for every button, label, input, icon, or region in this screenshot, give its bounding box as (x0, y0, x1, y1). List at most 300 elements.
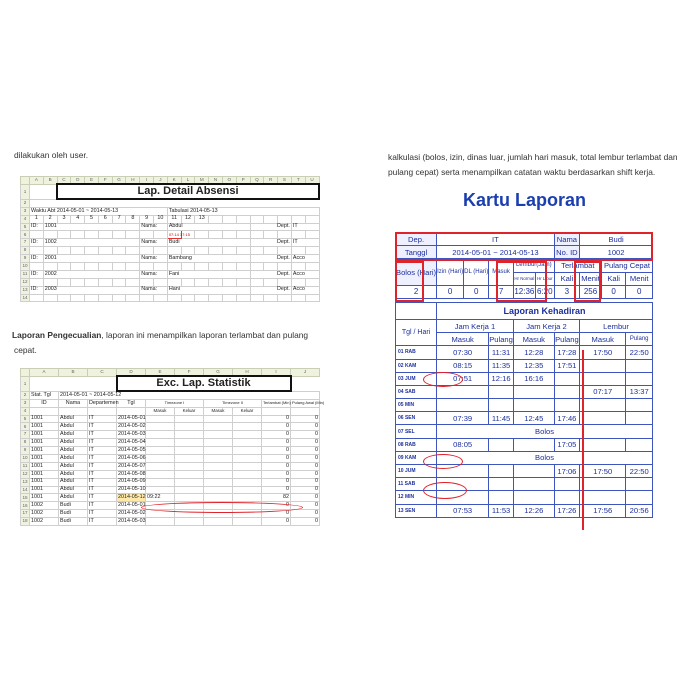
day-number: 10 (154, 215, 168, 223)
table-cell: Abdul (59, 486, 88, 494)
time-cell: 16:16 (513, 372, 554, 385)
nama-label: Nama: (140, 223, 168, 231)
table-cell: IT (88, 455, 117, 463)
tanggal-label: Tanggl (396, 246, 437, 259)
table-header: Tgl (117, 399, 146, 407)
time-cell (489, 385, 514, 398)
time-cell (437, 385, 489, 398)
time-cell: 07:14 17:15 (168, 231, 190, 237)
employee-dept: Acco (291, 255, 319, 263)
employee-name: Abdul (167, 223, 250, 231)
table-cell: 2014-05-06 (118, 454, 146, 461)
summary-value: 0 (464, 285, 489, 298)
day-number: 9 (140, 215, 154, 223)
table-cell (233, 470, 262, 478)
day-row (396, 438, 653, 451)
table-cell: 0 (291, 486, 320, 494)
time-cell (437, 465, 489, 478)
time-cell: 22:50 (626, 465, 653, 478)
employee-dept: Acco (291, 270, 319, 278)
table-cell: Abdul (59, 455, 88, 463)
column-header-row (21, 369, 320, 377)
table-subheader: Keluar (233, 407, 262, 415)
table-subheader: Keluar (175, 407, 204, 415)
column-letter: O (222, 177, 236, 185)
employee-name: Budi (167, 239, 250, 247)
table-row: 5 1001 Abdul IT 2014-05-01 0 0 (21, 415, 320, 423)
table-cell: 2014-05-01 (118, 502, 146, 509)
table-cell: 0 (291, 415, 320, 423)
table-cell (146, 518, 175, 526)
employee-row: 5 ID: 1001 Nama: Abdul Dept. IT (21, 223, 320, 231)
day-row (396, 385, 653, 398)
day-row (396, 412, 653, 425)
table-cell (204, 455, 233, 463)
table-header: Departemen (89, 399, 119, 406)
time-cell (554, 385, 579, 398)
time-cell: 13:37 (626, 385, 653, 398)
column-letter: F (98, 177, 112, 185)
table-cell: 0 (262, 478, 291, 486)
employee-row: 7 ID: 1002 Nama: Budi Dept. IT (21, 239, 320, 247)
nama-label: Nama: (140, 239, 168, 247)
time-row: 10 (21, 263, 320, 271)
time-cell: 07:30 (437, 346, 489, 359)
table-cell: 0 (291, 494, 320, 502)
time-cell (626, 491, 653, 504)
table-cell: IT (88, 431, 117, 439)
time-cell (626, 399, 653, 412)
table-cell: Abdul (59, 447, 88, 455)
column-letter: G (112, 177, 126, 185)
table-row: 17 1002 Budi IT 2014-05-02 0 0 (22, 509, 318, 516)
table-cell: IT (88, 462, 117, 470)
table-cell (175, 431, 204, 439)
range-row: 2 Stat. Tgl 2014-05-01 ~ 2014-05-12 (21, 391, 320, 399)
table-cell: 2014-05-02 (118, 509, 146, 516)
sheet-title: Exc. Lap. Statistik (117, 376, 291, 391)
time-cell (489, 399, 514, 412)
table-cell (146, 502, 175, 510)
time-cell (626, 478, 653, 491)
noid-label: No. ID (554, 246, 579, 259)
column-letter: E (146, 369, 175, 377)
table-cell (233, 486, 262, 494)
table-cell: IT (88, 470, 117, 478)
time-cell (437, 478, 489, 491)
table-cell (175, 494, 204, 502)
employee-id: 1002 (43, 239, 139, 247)
table-cell (175, 423, 204, 431)
column-letter: I (140, 177, 154, 185)
table-cell (233, 494, 262, 502)
bolos-header: Bolos (Hari) (396, 259, 437, 285)
day-number: 1 (30, 215, 44, 223)
time-cell: 22:50 (626, 346, 653, 359)
day-number: 2 (43, 215, 57, 223)
tanggal-row (396, 246, 653, 259)
time-cell (513, 491, 554, 504)
table-cell: Abdul (59, 439, 88, 447)
day-label: 04 SAB (396, 385, 437, 398)
table-header: Pulang Awal (Min) (292, 400, 325, 406)
table-header: Timezone II (204, 399, 262, 407)
dep-row (396, 233, 653, 246)
id-label: ID: (30, 270, 44, 278)
nama-label: Nama (554, 233, 579, 246)
tgl-header: Tgl / Hari (396, 319, 437, 345)
table-cell (146, 478, 175, 486)
lembur-header: Lembur(Jam) (513, 259, 554, 272)
day-label: 09 KAM (396, 451, 437, 464)
table-cell: 0 (291, 478, 320, 486)
time-cell (489, 465, 514, 478)
employee-dept: Acco (291, 286, 319, 294)
table-cell (204, 510, 233, 518)
table-cell: IT (88, 439, 117, 447)
time-cell (489, 478, 514, 491)
time-cell: 17:51 (554, 359, 579, 372)
time-cell (554, 478, 579, 491)
time-cell: 07:51 (437, 372, 489, 385)
summary-value: 0 (626, 285, 653, 298)
table-cell: 2014-05-03 (118, 431, 146, 438)
kartu-title: Kartu Laporan (462, 190, 586, 210)
id-label: ID: (30, 255, 44, 263)
day-row (396, 425, 653, 438)
pulang-cepat-header: Pulang Cepat (601, 259, 652, 272)
day-number: 5 (85, 215, 99, 223)
time-cell (580, 412, 626, 425)
column-letter: U (305, 177, 319, 185)
table-cell: Abdul (59, 462, 88, 470)
table-cell: 1001 (30, 431, 59, 439)
summary-value: 6:20 (535, 285, 554, 298)
group-header: Lembur (580, 319, 653, 332)
employee-row: 13 ID: 2003 Nama: Hani Dept. Acco (21, 286, 320, 294)
table-cell: 0 (291, 455, 320, 463)
dept-label: Dept. (250, 286, 291, 294)
table-cell (233, 415, 262, 423)
table-row: 11 1001 Abdul IT 2014-05-07 0 0 (21, 462, 320, 470)
time-cell (437, 491, 489, 504)
employee-name: Fani (167, 270, 250, 278)
table-cell (204, 439, 233, 447)
bolos-label: Bolos (437, 451, 653, 464)
day-number: 3 (57, 215, 71, 223)
table-cell (175, 439, 204, 447)
day-label: 02 KAM (396, 359, 437, 372)
time-row: 12 (21, 278, 320, 286)
table-cell (204, 423, 233, 431)
column-letter: A (30, 177, 44, 185)
nama-label: Nama: (140, 286, 168, 294)
column-letter: E (85, 177, 99, 185)
table-cell: Abdul (59, 470, 88, 478)
table-cell (146, 447, 175, 455)
table-cell: 0 (291, 510, 320, 518)
nama-label: Nama: (140, 270, 168, 278)
day-label: 01 RAB (396, 346, 437, 359)
table-cell (175, 510, 204, 518)
table-cell: IT (88, 423, 117, 431)
table-row: 9 1001 Abdul IT 2014-05-05 0 0 (21, 447, 320, 455)
table-cell: 1001 (30, 447, 59, 455)
time-cell (626, 438, 653, 451)
column-letter: I (262, 369, 291, 377)
table-cell: 1001 (30, 486, 59, 494)
day-label: 05 MIN (396, 399, 437, 412)
time-cell: 17:06 (554, 465, 579, 478)
table-subheader: Masuk (146, 407, 175, 415)
time-cell: 17:50 (580, 346, 626, 359)
subheader-row: 4 Masuk Keluar Masuk Keluar (21, 407, 320, 415)
time-cell (626, 412, 653, 425)
table-cell: Abdul (59, 431, 88, 439)
noid-value: 1002 (580, 246, 653, 259)
table-row: 8 1001 Abdul IT 2014-05-04 0 0 (21, 439, 320, 447)
column-letter: J (154, 177, 168, 185)
group-header: Jam Kerja 2 (513, 319, 579, 332)
waktu-label: Waktu Abt 2014-05-01 ~ 2014-05-13 (30, 207, 168, 215)
time-cell (489, 438, 514, 451)
column-letter: S (278, 177, 292, 185)
day-row (396, 399, 653, 412)
column-letter: C (57, 177, 71, 185)
summary-value: 12:36 (513, 285, 535, 298)
table-cell: 0 (291, 502, 320, 510)
table-cell (233, 510, 262, 518)
table-header: Nama (59, 399, 88, 407)
time-cell: 11:45 (489, 412, 514, 425)
table-cell: 2014-05-10 (118, 486, 146, 493)
table-cell: 0 (262, 510, 291, 518)
table-cell: 0 (262, 415, 291, 423)
table-cell: IT (88, 502, 117, 510)
dl-header: DL (Hari) (464, 259, 489, 285)
table-row: 18 1002 Budi IT 2014-05-03 0 0 (22, 517, 318, 524)
table-cell (233, 462, 262, 470)
table-cell (175, 478, 204, 486)
table-cell: 2014-05-02 (118, 423, 146, 430)
group-header-row (396, 319, 653, 332)
table-cell: IT (88, 518, 117, 526)
time-cell (513, 385, 554, 398)
table-cell: Abdul (59, 415, 88, 423)
table-header: Timezone I (146, 399, 204, 407)
time-cell: 12:26 (513, 504, 554, 517)
dept-label: Dept. (250, 239, 291, 247)
employee-name: Hani (167, 286, 250, 294)
time-cell: 07:39 (437, 412, 489, 425)
id-label: ID: (30, 223, 44, 231)
column-letter: D (117, 369, 146, 377)
table-cell: IT (88, 478, 117, 486)
table-cell (175, 462, 204, 470)
time-row: 6 07:14 17:15 (21, 231, 320, 239)
table-cell: 1002 (30, 518, 59, 526)
table-header: ID (30, 399, 59, 407)
table-row: 14 1001 Abdul IT 2014-05-10 0 0 (22, 486, 318, 493)
day-number: 6 (98, 215, 112, 223)
table-cell: 0 (262, 447, 291, 455)
day-row (396, 372, 653, 385)
column-letter: C (88, 369, 117, 377)
table-cell (175, 415, 204, 423)
time-cell (513, 399, 554, 412)
table-cell: 1001 (30, 423, 59, 431)
time-cell: 12:35 (513, 359, 554, 372)
column-letter: F (175, 369, 204, 377)
time-cell: 17:56 (580, 504, 626, 517)
table-cell: 1002 (30, 510, 59, 518)
time-cell: 17:50 (580, 465, 626, 478)
time-cell (580, 399, 626, 412)
table-cell: 2014-05-04 (118, 438, 146, 445)
table-cell (175, 447, 204, 455)
summary-subheader-row: Hr Normal Hr Libur Kali Menit Kali Menit (396, 272, 653, 285)
paragraph-line: cepat. (14, 345, 37, 355)
group-header: Jam Kerja 1 (437, 319, 514, 332)
table-cell: IT (88, 486, 117, 494)
column-letter: M (195, 177, 209, 185)
table-cell (204, 462, 233, 470)
employee-dept: IT (291, 239, 319, 247)
column-letter: T (291, 177, 305, 185)
table-cell: 0 (262, 502, 291, 510)
time-cell: 07:17 (580, 385, 626, 398)
terlambat-header: Terlambat (554, 259, 601, 272)
table-cell: 0 (291, 470, 320, 478)
column-letter: B (43, 177, 57, 185)
table-row: 12 1001 Abdul IT 2014-05-08 0 0 (22, 470, 318, 477)
table-cell (146, 510, 175, 518)
table-cell: 0 (291, 431, 320, 439)
table-row: 13 1001 Abdul IT 2014-05-09 0 0 (22, 478, 318, 485)
table-cell: IT (88, 510, 117, 518)
table-cell (204, 502, 233, 510)
table-cell (204, 518, 233, 526)
time-cell: 20:56 (626, 504, 653, 517)
day-label: 06 SEN (396, 412, 437, 425)
nama-value: Budi (580, 233, 653, 246)
time-cell: 12:28 (513, 346, 554, 359)
column-letter: J (291, 369, 320, 377)
table-cell: 1001 (30, 455, 59, 463)
time-cell: 08:05 (437, 438, 489, 451)
time-cell: 12:45 (513, 412, 554, 425)
time-cell: 11:35 (489, 359, 514, 372)
table-cell: 2014-05-09 (118, 478, 146, 485)
day-row (396, 491, 653, 504)
table-cell: 0 (262, 470, 291, 478)
table-cell (146, 462, 175, 470)
table-cell: 2014-05-05 (118, 446, 146, 453)
column-letter: H (233, 369, 262, 377)
tanggal-value: 2014-05-01 ~ 2014-05-13 (437, 246, 555, 259)
paragraph-line: dilakukan oleh user. (14, 150, 89, 160)
summary-header-row (396, 259, 653, 272)
table-cell (233, 439, 262, 447)
day-number: 13 (195, 215, 209, 223)
table-cell: Budi (59, 518, 88, 526)
nama-label: Nama: (140, 255, 168, 263)
day-number: 11 (167, 215, 181, 223)
sheet-row: 2 (21, 199, 320, 207)
time-cell (554, 399, 579, 412)
day-label: 03 JUM (396, 372, 437, 385)
table-cell: 2014-05-01 (118, 415, 146, 422)
day-number: 4 (71, 215, 85, 223)
day-label: 08 RAB (396, 438, 437, 451)
time-cell (580, 438, 626, 451)
dep-value: IT (437, 233, 555, 246)
table-cell: 1001 (30, 462, 59, 470)
kehadiran-title: Laporan Kehadiran (437, 302, 653, 319)
time-cell: 17:05 (554, 438, 579, 451)
column-letter: L (181, 177, 195, 185)
dept-label: Dept. (250, 223, 291, 231)
time-cell (626, 359, 653, 372)
title-row: 1 Exc. Lap. Statistik (21, 376, 320, 391)
table-cell (204, 431, 233, 439)
table-cell (146, 439, 175, 447)
table-cell (204, 415, 233, 423)
table-cell (146, 486, 175, 494)
employee-id: 2002 (43, 270, 139, 278)
day-label: 13 SEN (396, 504, 437, 517)
table-cell: 0 (291, 462, 320, 470)
table-cell (204, 478, 233, 486)
day-row (396, 346, 653, 359)
table-cell: 0 (262, 462, 291, 470)
table-row: 16 1002 Budi IT 2014-05-01 0 0 (22, 502, 318, 509)
time-cell (437, 399, 489, 412)
time-row: 8 (21, 247, 320, 255)
table-cell (233, 431, 262, 439)
day-number: 7 (112, 215, 126, 223)
table-cell (204, 486, 233, 494)
day-row (396, 465, 653, 478)
table-subheader: Masuk (204, 407, 233, 415)
tabulasi-label: Tabulasi 2014-05-13 (167, 207, 319, 215)
id-label: ID: (30, 286, 44, 294)
table-cell (233, 502, 262, 510)
column-letter: Q (250, 177, 264, 185)
table-cell: 0 (262, 431, 291, 439)
table-cell: 0 (291, 439, 320, 447)
kehadiran-title-row (396, 302, 653, 319)
day-number-row: 4 1 2 3 4 5 6 7 8 9 10 11 12 13 (21, 215, 320, 223)
table-cell (175, 502, 204, 510)
time-cell (513, 465, 554, 478)
summary-value: 3 (554, 285, 579, 298)
table-cell: 09:22 (146, 494, 175, 502)
sub-header-row: Masuk Pulang Masuk Pulang Masuk Pulang (396, 333, 653, 346)
summary-value: 0 (601, 285, 625, 298)
table-cell: 1001 (30, 478, 59, 486)
table-row: 6 1001 Abdul IT 2014-05-02 0 0 (21, 423, 320, 431)
table-cell: 1001 (30, 494, 59, 502)
period-row: 3 Waktu Abt 2014-05-01 ~ 2014-05-13 Tabulasi 2014-05-13 (21, 207, 320, 215)
detail-absensi-sheet (20, 176, 320, 316)
statistik-sheet (20, 368, 325, 530)
table-cell: 1001 (30, 439, 59, 447)
day-label: 12 MIN (396, 491, 437, 504)
dept-label: Dept. (250, 270, 291, 278)
time-cell (554, 491, 579, 504)
column-letter: R (264, 177, 278, 185)
